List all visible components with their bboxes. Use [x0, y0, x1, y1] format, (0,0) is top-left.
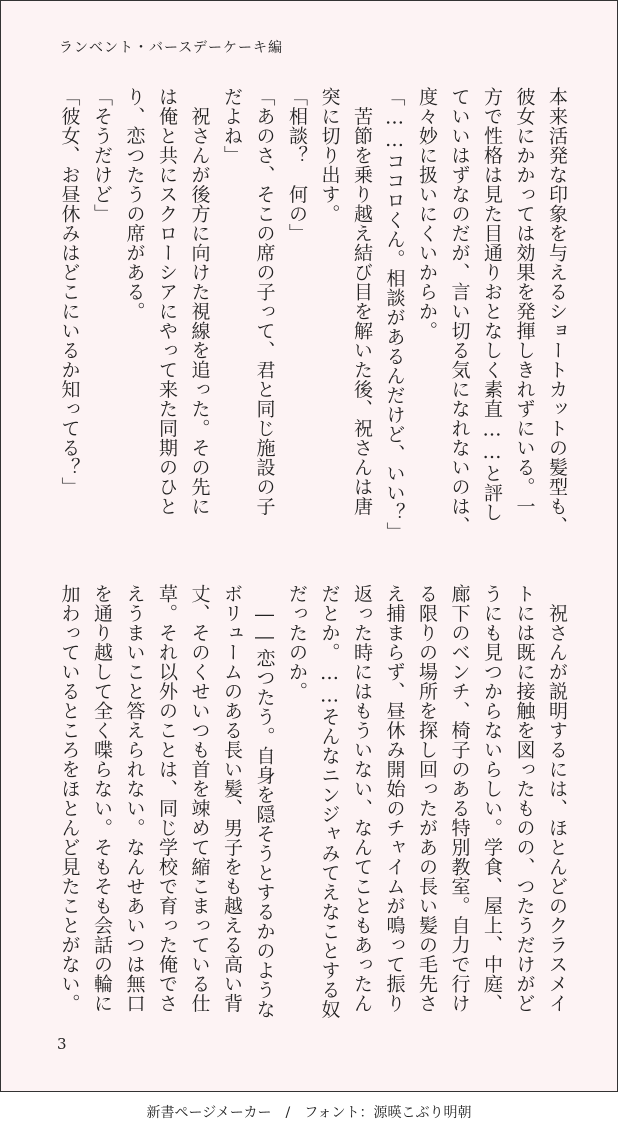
text-line: 「……ココロくん。相談があるんだけど、いい？」: [383, 87, 406, 542]
text-line: を通り越して全く喋らない。そもそも会話の輪に: [91, 584, 113, 1013]
text-line: は俺と共にスクローシアにやって来た同期のひと: [156, 87, 178, 516]
text-line: だったのか。: [286, 584, 308, 701]
text-line: 加わっているところをほとんど見たことがない。: [58, 584, 81, 1013]
text-line: 祝さんが後方に向けた視線を追った。その先に: [188, 87, 211, 516]
text-line: 「そうだけど」: [91, 87, 113, 224]
text-line: ――恋つたう。自身を隠そうとするかのような: [253, 584, 276, 1019]
text-line: だとか。……そんなニンジャみてえなことする奴: [318, 584, 341, 1019]
text-line: り、恋つたうの席がある。: [123, 87, 146, 321]
text-line: ていいはずなのだが、言い切る気になれないのは、: [448, 87, 471, 536]
text-line: 「相談？ 何の」: [286, 87, 308, 243]
page-number: 3: [57, 1035, 67, 1053]
text-line: 草。それ以外のことは、同じ学校で育った俺でさ: [156, 584, 178, 1013]
text-line: うにも見つからないらしい。学食、屋上、中庭、: [481, 584, 503, 1013]
text-line: だよね」: [221, 87, 243, 165]
text-line: 祝さんが説明するには、ほとんどのクラスメイ: [546, 584, 568, 1013]
footer-credit: 新書ページメーカー / フォント：源暎こぶり明朝: [146, 1105, 472, 1121]
text-line: 度々妙に扱いにくいからか。: [416, 87, 438, 341]
text-line: 彼女にかかっては効果を発揮しきれずにいる。一: [513, 87, 536, 516]
text-line: え捕まらず、昼休み開始のチャイムが鳴って振り: [383, 584, 406, 1013]
text-line: ボリュームのある長い髪、男子をも越える高い背: [221, 584, 243, 1013]
text-line: 苦節を乗り越え結び目を解いた後、祝さんは唐: [351, 87, 373, 516]
text-line: 返った時にはもういない、なんてこともあったん: [351, 584, 373, 1013]
text-line: 丈、そのくせいつも首を竦めて縮こまっている仕: [188, 584, 211, 1013]
text-line: る限りの場所を探し回ったがあの長い髪の毛先さ: [416, 584, 438, 1013]
chapter-title: ランベント・バースデーケーキ編: [59, 40, 284, 56]
text-line: 廊下のベンチ、椅子のある特別教室。自力で行け: [448, 584, 471, 1013]
text-line: 「彼女、お昼休みはどこにいるか知ってる？」: [58, 87, 81, 497]
text-block-top: [53, 87, 573, 542]
text-line: 本来活発な印象を与えるショートカットの髪型も、: [546, 87, 568, 536]
text-block-bottom: [53, 584, 573, 1019]
text-line: トには既に接触を図ったものの、つたうだけがど: [513, 584, 536, 1013]
text-line: 「あのさ、そこの席の子って、君と同じ施設の子: [253, 87, 276, 516]
text-line: 突に切り出す。: [318, 87, 341, 224]
text-line: えうまいこと答えられない。なんせあいつは無口: [123, 584, 146, 1013]
text-line: 方で性格は見た目通りおとなしく素直……と評し: [481, 87, 503, 522]
